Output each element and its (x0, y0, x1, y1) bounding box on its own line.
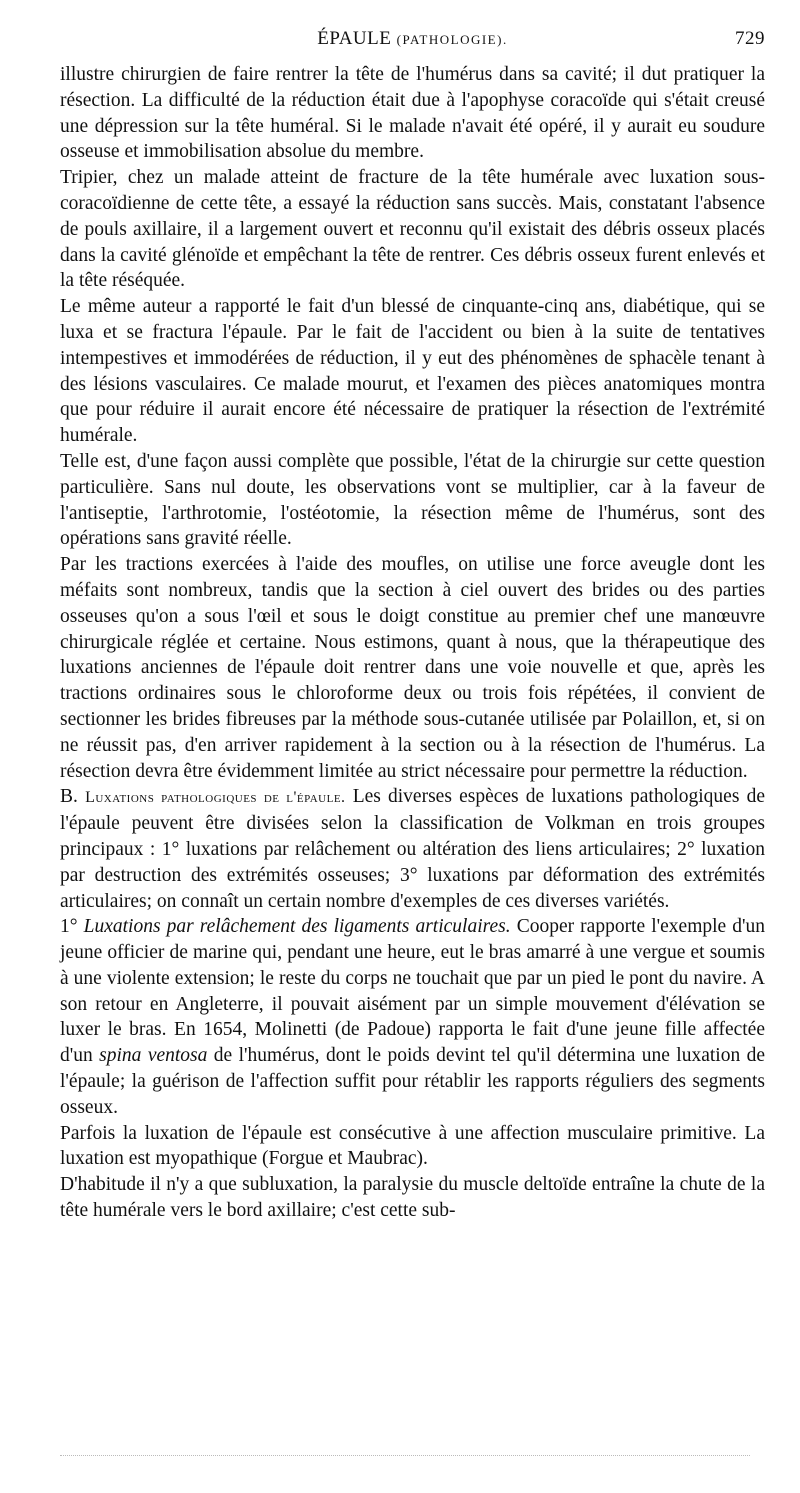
paragraph-8: Parfois la luxation de l'épaule est consécutive à une affection musculaire primitive. La luxation est myopathique (Forgue et Maubrac). (60, 1122, 765, 1170)
paragraph-6 (60, 784, 765, 914)
paragraph-5: Par les tractions exercées à l'aide des moufles, on utilise une force aveugle dont les méfaits sont nombreux, tandis que la section à ciel ouvert des brides ou des parties osseuses qu'on a sous l'œil et sous le doigt constitue au premier chef une manœuvre chirurgicale réglée et certaine. Nous estimons, quant à nous, que la thérapeutique des luxations anciennes de l'épaule doit rentrer dans une voie nouvelle et que, après les tractions ordinaires sous le chloroforme deux ou trois fois répétées, il convient de sectionner les brides fibreuses par la méthode sous-cutanée utilisée par Polaillon, et, si on ne réussit pas, d'en arriver rapidement à la section ou à la résection de l'humérus. La résection devra être évidemment limitée au strict nécessaire pour permettre la réduction. (60, 554, 765, 782)
paragraph-2: Tripier, chez un malade atteint de fracture de la tête humérale avec luxation sous-coracoïdienne de cette tête, a essayé la réduction sans succès. Mais, constatant l'absence de pouls axillaire, il a largement ouvert et reconnu qu'il existait des débris osseux placés dans la cavité glénoïde et empêchant la tête de rentrer. Ces débris osseux furent enlevés et la tête réséquée. (60, 167, 765, 292)
running-head (60, 28, 765, 62)
page-number: 729 (735, 28, 765, 49)
paragraph-7 (60, 914, 765, 1120)
section-heading: Luxations pathologiques de l'épaule. (85, 789, 346, 807)
paragraph-4: Telle est, d'une façon aussi complète que possible, l'état de la chirurgie sur cette question particulière. Sans nul doute, les observations vont se multiplier, car à la faveur de l'antiseptie, l'arthrotomie, l'ostéotomie, la résection même de l'humérus, sont des opérations sans gravité réelle. (60, 450, 765, 550)
italic-term: spina ventosa (99, 1045, 208, 1067)
bottom-bleed-rule (60, 1455, 750, 1456)
section-text: Les diverses espèces de luxations pathologiques de l'épaule peuvent être divisées selon la classification de Volkman en trois groupes principaux : 1° luxations par relâchement ou altération des liens articulaires; 2° luxation par destruction des extrémités osseuses; 3° luxations par déformation des extrémités articulaires; on connaît un certain nombre d'exemples de ces diverses variétés. (60, 786, 765, 912)
running-title-main: ÉPAULE (317, 28, 392, 49)
subsection-text-b: de l'humérus, dont le poids devint tel qu'il détermina une luxation de l'épaule; la guérison de l'affection suffit pour rétablir les rapports réguliers des segments osseux. (60, 1045, 766, 1118)
paragraph-3: Le même auteur a rapporté le fait d'un blessé de cinquante-cinq ans, diabétique, qui se luxa et se fractura l'épaule. Par le fait de l'accident ou bien à la suite de tentatives intempestives et immodérées de réduction, il y eut des phénomènes de sphacèle tenant à des lésions vasculaires. Ce malade mourut, et l'examen des pièces anatomiques montra que pour réduire il aurait encore été nécessaire de pratiquer la résection de l'extrémité humérale. (60, 296, 765, 447)
paragraph-9: D'habitude il n'y a que subluxation, la paralysie du muscle deltoïde entraîne la chute de la tête humérale vers le bord axillaire; c'est cette sub- (60, 1174, 765, 1222)
subsection-text-a: Cooper rapporte l'exemple d'un jeune officier de marine qui, pendant une heure, eut le bras amarré à une vergue et soumis à une violente extension; le reste du corps ne touchait que par un pied le pont du navire. A son retour en Angleterre, il pouvait aisément par un simple mouvement d'élévation se luxer le bras. En 1654, Molinetti (de Padoue) rapporta le fait d'une jeune fille affectée d'un (60, 916, 766, 1067)
paragraph-1: illustre chirurgien de faire rentrer la tête de l'humérus dans sa cavité; il dut pratiquer la résection. La difficulté de la réduction était due à l'apophyse coracoïde qui s'était creusé une dépression sur la tête huméral. Si le malade n'avait été opéré, il y aurait eu soudure osseuse et immobilisation absolue du membre. (60, 64, 765, 163)
section-letter: B. (60, 786, 78, 808)
running-title (120, 28, 705, 50)
document-page (60, 28, 765, 1224)
subsection-number: 1° (60, 916, 78, 938)
subsection-heading: Luxations par relâchement des ligaments articulaires. (83, 916, 511, 938)
running-title-sub: (PATHOLOGIE). (396, 32, 508, 47)
